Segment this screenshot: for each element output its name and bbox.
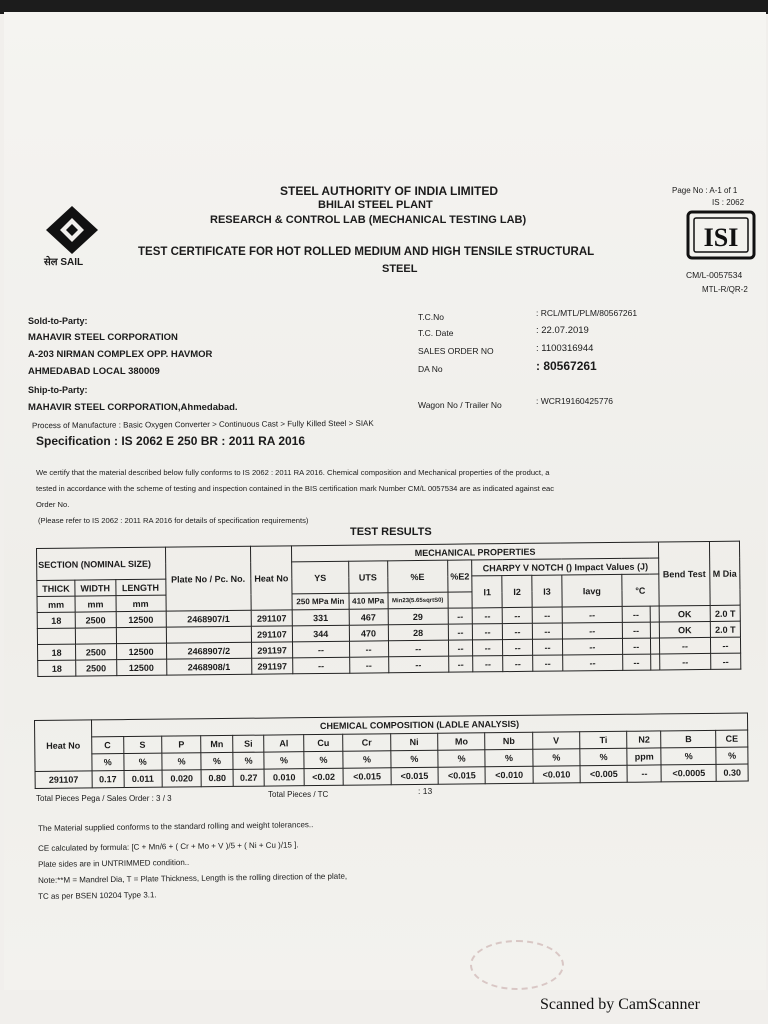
chem-unit: % [661, 747, 716, 765]
chem-value: <0.015 [391, 767, 439, 784]
elong-header: %E [387, 560, 448, 593]
uts-cell: 470 [349, 625, 388, 641]
camscanner-footer: Scanned by CamScanner [540, 996, 700, 1013]
i2-cell: -- [502, 607, 532, 623]
ys-cell: -- [293, 657, 350, 674]
sold-to-addr-1: A-203 NIRMAN COMPLEX OPP. HAVMOR [28, 349, 213, 360]
iavg-cell: -- [562, 606, 622, 623]
width-cell [75, 628, 116, 644]
elong2-req [448, 592, 473, 608]
ys-cell: 331 [292, 609, 349, 626]
chem-element-header: Nb [485, 732, 533, 749]
cert-title-2: STEEL [382, 263, 418, 275]
i3-cell: -- [533, 655, 563, 671]
i1-cell: -- [473, 656, 503, 672]
temp-header: °C [622, 574, 660, 606]
chem-heat-value: 291107 [35, 771, 92, 789]
charpy-header: CHARPY V NOTCH () Impact Values (J) [472, 558, 659, 576]
temp-cell: -- [622, 606, 650, 622]
certify-line-4: (Please refer to IS 2062 : 2011 RA 2016 for details of specification requirements) [38, 516, 309, 525]
ship-to-label: Ship-to-Party: [28, 385, 88, 395]
i1-header: I1 [472, 576, 502, 608]
chem-heat-header: Heat No [35, 720, 92, 772]
da-no-label: DA No [418, 364, 443, 374]
elong2-cell: -- [448, 640, 473, 656]
elong-cell: 28 [388, 624, 448, 641]
thick-cell: 18 [38, 660, 76, 676]
da-no-value: : 80567261 [536, 359, 597, 373]
thick-cell: 18 [38, 644, 76, 660]
chem-element-header: V [532, 732, 580, 749]
chem-element-header: N2 [627, 731, 661, 748]
chem-unit: % [580, 748, 628, 765]
chem-element-header: S [123, 736, 162, 753]
temp2-cell [650, 606, 660, 622]
cml-number: CM/L-0057534 [686, 270, 743, 280]
heat-no-cell: 291197 [252, 658, 293, 674]
org-line-3: RESEARCH & CONTROL LAB (MECHANICAL TESTING LAB) [210, 214, 527, 226]
elong-requirement: Min23(5.65sqrtS0) [387, 592, 447, 609]
heat-no-header: Heat No [250, 546, 292, 610]
org-line-1: STEEL AUTHORITY OF INDIA LIMITED [280, 184, 499, 198]
iavg-cell: -- [563, 654, 623, 671]
chem-value: <0.010 [485, 766, 533, 783]
width-cell: 2500 [76, 660, 117, 676]
sales-order-label: SALES ORDER NO [418, 346, 494, 356]
bend-cell: -- [660, 637, 711, 654]
elong2-cell: -- [448, 656, 473, 672]
temp-cell: -- [622, 638, 650, 654]
width-unit: mm [75, 596, 116, 612]
mechanical-rows [37, 605, 741, 676]
process-of-manufacture: Process of Manufacture : Basic Oxygen Converter > Continuous Cast > Fully Killed Steel > SIAK [31, 418, 374, 431]
chem-unit: % [92, 754, 124, 771]
standard-no: IS : 2062 [712, 198, 745, 207]
chem-element-header: B [661, 730, 716, 748]
ys-header: YS [292, 561, 349, 594]
i2-cell: -- [502, 623, 532, 639]
thick-header: THICK [37, 580, 75, 596]
note-tolerances: The Material supplied conforms to the standard rolling and weight tolerances.. [38, 820, 314, 833]
ys-cell: 344 [292, 625, 349, 642]
elong-cell: 29 [388, 608, 448, 625]
wagon-value: : WCR19160425776 [536, 396, 614, 406]
length-cell: 12500 [116, 659, 166, 676]
i3-cell: -- [532, 623, 562, 639]
length-header: LENGTH [115, 579, 165, 596]
uts-header: UTS [348, 561, 387, 593]
elong2-cell: -- [448, 624, 473, 640]
chemical-composition-table [34, 713, 749, 789]
chem-unit: % [716, 747, 748, 764]
i1-cell: -- [473, 640, 503, 656]
section-header: SECTION (NOMINAL SIZE) [37, 547, 166, 580]
chem-unit: % [233, 752, 265, 769]
width-header: WIDTH [75, 580, 116, 596]
width-cell: 2500 [75, 612, 116, 628]
chem-value: <0.005 [580, 765, 628, 782]
chem-value: -- [627, 765, 661, 782]
bend-cell: OK [659, 605, 710, 622]
total-pieces-tc-label: Total Pieces / TC [268, 790, 329, 799]
heat-no-cell: 291107 [251, 626, 292, 642]
test-results-title: TEST RESULTS [350, 526, 432, 538]
uts-cell: 467 [349, 609, 388, 625]
chem-element-header: Si [233, 735, 265, 752]
iavg-cell: -- [562, 638, 622, 655]
isi-mark-text: ISI [703, 223, 739, 252]
ys-cell: -- [293, 641, 350, 658]
chem-element-header: CE [716, 730, 748, 747]
chem-element-header: Al [264, 735, 303, 752]
page-no: Page No : A-1 of 1 [672, 186, 738, 195]
i3-header: I3 [532, 575, 562, 607]
chem-value: <0.0005 [661, 764, 716, 782]
bend-cell: -- [660, 653, 711, 670]
chem-element-header: Ni [390, 733, 438, 750]
certify-line-1: We certify that the material described below fully conforms to IS 2062 : 2011 RA 2016. Chemical composition and Mechanical properties of the product, a [36, 468, 550, 477]
chem-unit: % [533, 749, 581, 766]
total-pieces-sales-order: Total Pieces Pega / Sales Order : 3 / 3 [36, 794, 172, 803]
faint-stamp [470, 940, 564, 990]
chem-value: 0.011 [124, 770, 163, 787]
mdia-cell: -- [711, 653, 741, 669]
mdia-cell: 2.0 T [710, 605, 740, 621]
sales-order-value: : 1100316944 [536, 343, 594, 354]
i3-cell: -- [532, 607, 562, 623]
chem-element-header: Cr [343, 734, 391, 751]
chem-unit: % [201, 752, 233, 769]
temp2-cell [650, 654, 660, 670]
chem-element-header: P [162, 736, 201, 753]
chem-value: 0.80 [201, 769, 233, 786]
chem-element-header: Ti [580, 731, 628, 748]
sail-logo [40, 204, 104, 254]
elong-cell: -- [388, 640, 448, 657]
mdia-cell: 2.0 T [710, 621, 740, 637]
chem-unit: % [343, 751, 391, 768]
mandrel-dia-header: M Dia [709, 541, 740, 605]
i2-header: I2 [502, 575, 532, 607]
wagon-label: Wagon No / Trailer No [418, 400, 502, 410]
chem-unit: ppm [627, 748, 661, 765]
i1-cell: -- [473, 624, 503, 640]
temp2-cell [650, 638, 660, 654]
chem-element-header: C [92, 737, 124, 754]
total-pieces-tc-value: : 13 [418, 786, 433, 796]
chem-unit: % [162, 753, 201, 770]
chem-value: 0.010 [264, 769, 303, 786]
note-ce-formula: CE calculated by formula: [C + Mn/6 + ( Cr + Mo + V )/5 + ( Ni + Cu )/15 ]. [38, 840, 299, 853]
i1-cell: -- [472, 608, 502, 624]
tc-no-label: T.C.No [418, 312, 444, 322]
sold-to-addr-2: AHMEDABAD LOCAL 380009 [28, 366, 160, 377]
chem-unit: % [123, 753, 162, 770]
bend-test-header: Bend Test [659, 541, 711, 606]
certify-line-2: tested in accordance with the scheme of testing and inspection contained in the BIS certification mark Number CM/L 0057534 are as indicated against eac [36, 484, 555, 493]
bend-cell: OK [659, 621, 710, 638]
elong2-cell: -- [448, 608, 473, 624]
certify-line-3: Order No. [36, 500, 70, 509]
chem-value: <0.015 [343, 768, 391, 785]
uts-cell: -- [349, 641, 388, 657]
plate-no-cell [166, 626, 252, 643]
sold-to-label: Sold-to-Party: [28, 316, 88, 326]
chem-unit: % [264, 752, 303, 769]
plate-no-cell: 2468908/1 [166, 658, 252, 675]
isi-mark-icon [686, 210, 756, 260]
plate-no-header: Plate No / Pc. No. [165, 546, 251, 611]
plate-no-cell: 2468907/2 [166, 642, 252, 659]
tc-no-value: : RCL/MTL/PLM/80567261 [536, 308, 638, 318]
i2-cell: -- [503, 639, 533, 655]
mdia-cell: -- [710, 637, 740, 653]
chem-value: <0.02 [304, 768, 344, 785]
chem-element-header: Mo [438, 733, 486, 750]
note-untrimmed: Plate sides are in UNTRIMMED condition.. [38, 857, 190, 869]
mechanical-properties-table [36, 541, 741, 677]
iavg-cell: -- [562, 622, 622, 639]
length-cell: 12500 [116, 643, 166, 660]
i2-cell: -- [503, 655, 533, 671]
chem-value: <0.010 [533, 766, 581, 783]
note-mandrel: Note:**M = Mandrel Dia, T = Plate Thickness, Length is the rolling direction of the plate, [38, 871, 348, 885]
uts-requirement: 410 MPa [349, 593, 388, 609]
length-cell: 12500 [116, 611, 166, 628]
chem-unit: % [391, 750, 439, 767]
chem-unit: % [438, 750, 486, 767]
ys-requirement: 250 MPa Min [292, 593, 349, 610]
length-unit: mm [116, 595, 166, 612]
chem-title: CHEMICAL COMPOSITION (LADLE ANALYSIS) [91, 713, 747, 737]
thick-cell [37, 628, 75, 644]
tc-date-label: T.C. Date [418, 328, 454, 338]
ship-to-name: MAHAVIR STEEL CORPORATION,Ahmedabad. [28, 402, 238, 413]
chem-unit: % [485, 749, 533, 766]
elong2-header: %E2 [447, 560, 472, 592]
thick-cell: 18 [37, 612, 75, 628]
chem-value: 0.27 [233, 769, 265, 786]
uts-cell: -- [349, 657, 388, 673]
heat-no-cell: 291107 [251, 610, 292, 626]
logo-text: सेल SAIL [44, 257, 84, 268]
temp-cell: -- [622, 622, 650, 638]
chem-value: <0.015 [438, 767, 486, 784]
plate-no-cell: 2468907/1 [166, 610, 252, 627]
thick-unit: mm [37, 596, 75, 612]
chem-element-header: Mn [201, 735, 233, 752]
length-cell [116, 627, 166, 644]
temp2-cell [650, 622, 660, 638]
cert-title-1: TEST CERTIFICATE FOR HOT ROLLED MEDIUM AND HIGH TENSILE STRUCTURAL [138, 246, 595, 258]
chem-value: 0.17 [92, 771, 124, 788]
chem-value: 0.30 [716, 764, 748, 781]
chem-element-header: Cu [303, 734, 343, 751]
i3-cell: -- [533, 639, 563, 655]
mtl-ref: MTL-R/QR-2 [702, 285, 748, 294]
temp-cell: -- [622, 654, 650, 670]
mechanical-header: MECHANICAL PROPERTIES [292, 542, 659, 562]
width-cell: 2500 [76, 644, 117, 660]
chem-value: 0.020 [162, 770, 201, 787]
tc-date-value: : 22.07.2019 [536, 325, 589, 336]
note-bsen: TC as per BSEN 10204 Type 3.1. [38, 890, 157, 901]
heat-no-cell: 291197 [251, 642, 292, 658]
iavg-header: Iavg [562, 574, 622, 607]
org-line-2: BHILAI STEEL PLANT [318, 199, 433, 211]
specification: Specification : IS 2062 E 250 BR : 2011 RA 2016 [36, 434, 306, 448]
sold-to-name: MAHAVIR STEEL CORPORATION [28, 332, 178, 343]
elong-cell: -- [388, 656, 448, 673]
chem-unit: % [304, 751, 344, 768]
